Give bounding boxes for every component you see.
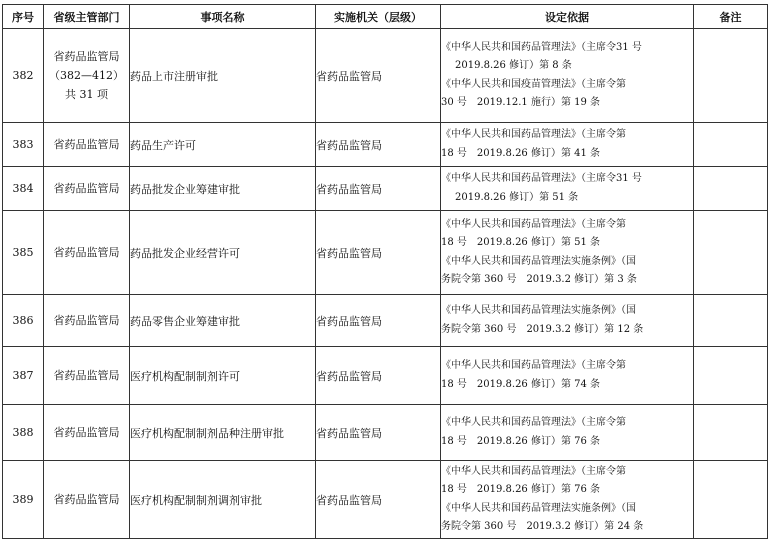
table-row	[3, 405, 768, 461]
row-legal-basis-line: 18 号 2019.8.26 修订）第 76 条	[441, 484, 601, 495]
row-legal-basis-line: 18 号 2019.8.26 修订）第 51 条	[441, 237, 601, 248]
row-legal-basis-line: 《中华人民共和国药品管理法》（主席令第	[441, 218, 626, 230]
row-item-name: 药品上市注册审批	[130, 29, 316, 123]
row-department-line: 省药品监管局	[53, 50, 120, 63]
row-legal-basis	[441, 167, 694, 211]
row-department	[44, 295, 130, 347]
row-implementing-agency: 省药品监管局	[316, 461, 441, 539]
row-number: 387	[3, 347, 44, 405]
row-legal-basis-line: 《中华人民共和国药品管理法》（主席令第	[441, 465, 626, 477]
row-legal-basis-line: 《中华人民共和国药品管理法》（主席令第	[441, 129, 626, 140]
row-legal-basis	[441, 461, 694, 539]
row-number: 385	[3, 211, 44, 295]
header-org: 实施机关（层级）	[316, 5, 441, 29]
row-department	[44, 29, 130, 123]
row-item-name: 药品零售企业筹建审批	[130, 295, 316, 347]
row-remarks	[694, 405, 768, 461]
row-legal-basis-line: 《中华人民共和国药品管理法实施条例》（国	[441, 305, 636, 316]
row-remarks	[694, 29, 768, 123]
table-row	[3, 167, 768, 211]
row-department	[44, 405, 130, 461]
row-legal-basis-line: 务院令第 360 号 2019.3.2 修订）第 24 条	[441, 521, 644, 532]
table-header-row	[3, 5, 768, 29]
row-legal-basis	[441, 347, 694, 405]
row-implementing-agency: 省药品监管局	[316, 123, 441, 167]
table-row	[3, 211, 768, 295]
row-department-line: 省药品监管局	[53, 426, 120, 439]
row-legal-basis	[441, 211, 694, 295]
row-department-line: 省药品监管局	[53, 138, 120, 151]
row-legal-basis	[441, 295, 694, 347]
table-row	[3, 461, 768, 539]
row-department-line: 共 31 项	[65, 88, 108, 101]
approval-items-table	[2, 4, 768, 539]
row-implementing-agency: 省药品监管局	[316, 405, 441, 461]
row-implementing-agency: 省药品监管局	[316, 211, 441, 295]
row-legal-basis-line: 《中华人民共和国药品管理法》（主席令第	[441, 417, 626, 428]
row-remarks	[694, 347, 768, 405]
row-legal-basis-line: 务院令第 360 号 2019.3.2 修订）第 12 条	[441, 323, 644, 335]
header-num: 序号	[3, 5, 44, 29]
row-number: 388	[3, 405, 44, 461]
row-department-line: 省药品监管局	[53, 246, 120, 259]
row-remarks	[694, 295, 768, 347]
table-row	[3, 123, 768, 167]
row-number: 389	[3, 461, 44, 539]
row-department-line: 省药品监管局	[53, 493, 120, 506]
row-remarks	[694, 167, 768, 211]
row-item-name: 药品生产许可	[130, 123, 316, 167]
row-legal-basis	[441, 29, 694, 123]
header-name: 事项名称	[130, 5, 316, 29]
row-legal-basis-line: 《中华人民共和国疫苗管理法》（主席令第	[441, 78, 626, 90]
row-legal-basis-line: 18 号 2019.8.26 修订）第 76 条	[441, 435, 601, 447]
row-department-line: 省药品监管局	[53, 182, 120, 195]
row-remarks	[694, 461, 768, 539]
row-department	[44, 347, 130, 405]
row-implementing-agency: 省药品监管局	[316, 167, 441, 211]
header-basis: 设定依据	[441, 5, 694, 29]
row-department-line: 省药品监管局	[53, 369, 120, 382]
row-number: 384	[3, 167, 44, 211]
row-item-name: 医疗机构配制制剂许可	[130, 347, 316, 405]
table-row	[3, 29, 768, 123]
row-item-name: 药品批发企业筹建审批	[130, 167, 316, 211]
row-item-name: 医疗机构配制制剂品种注册审批	[130, 405, 316, 461]
row-number: 383	[3, 123, 44, 167]
row-legal-basis-line: 18 号 2019.8.26 修订）第 74 条	[441, 378, 601, 390]
row-department	[44, 461, 130, 539]
row-legal-basis-line: 2019.8.26 修订）第 51 条	[455, 191, 579, 203]
row-remarks	[694, 123, 768, 167]
row-legal-basis-line: 《中华人民共和国药品管理法实施条例》（国	[441, 255, 636, 267]
row-legal-basis-line: 《中华人民共和国药品管理法》（主席令31 号	[441, 173, 642, 184]
row-legal-basis	[441, 123, 694, 167]
row-legal-basis-line: 务院令第 360 号 2019.3.2 修订）第 3 条	[441, 274, 637, 285]
row-number: 386	[3, 295, 44, 347]
row-implementing-agency: 省药品监管局	[316, 29, 441, 123]
row-department	[44, 167, 130, 211]
row-department	[44, 211, 130, 295]
row-implementing-agency: 省药品监管局	[316, 347, 441, 405]
row-item-name: 医疗机构配制制剂调剂审批	[130, 461, 316, 539]
header-dept: 省级主管部门	[44, 5, 130, 29]
row-legal-basis-line: 2019.8.26 修订）第 8 条	[455, 60, 572, 71]
row-department	[44, 123, 130, 167]
row-legal-basis-line: 30 号 2019.12.1 施行）第 19 条	[441, 97, 601, 108]
row-legal-basis-line: 《中华人民共和国药品管理法》（主席令第	[441, 360, 626, 371]
row-legal-basis-line: 《中华人民共和国药品管理法》（主席令31 号	[441, 41, 642, 53]
table-row	[3, 347, 768, 405]
row-implementing-agency: 省药品监管局	[316, 295, 441, 347]
row-legal-basis	[441, 405, 694, 461]
row-legal-basis-line: 《中华人民共和国药品管理法实施条例》（国	[441, 502, 636, 514]
row-legal-basis-line: 18 号 2019.8.26 修订）第 41 条	[441, 147, 601, 159]
row-department-line: 省药品监管局	[53, 314, 120, 327]
row-item-name: 药品批发企业经营许可	[130, 211, 316, 295]
row-department-line: （382—412）	[49, 69, 124, 82]
table-row	[3, 295, 768, 347]
row-number: 382	[3, 29, 44, 123]
header-note: 备注	[694, 5, 768, 29]
row-remarks	[694, 211, 768, 295]
